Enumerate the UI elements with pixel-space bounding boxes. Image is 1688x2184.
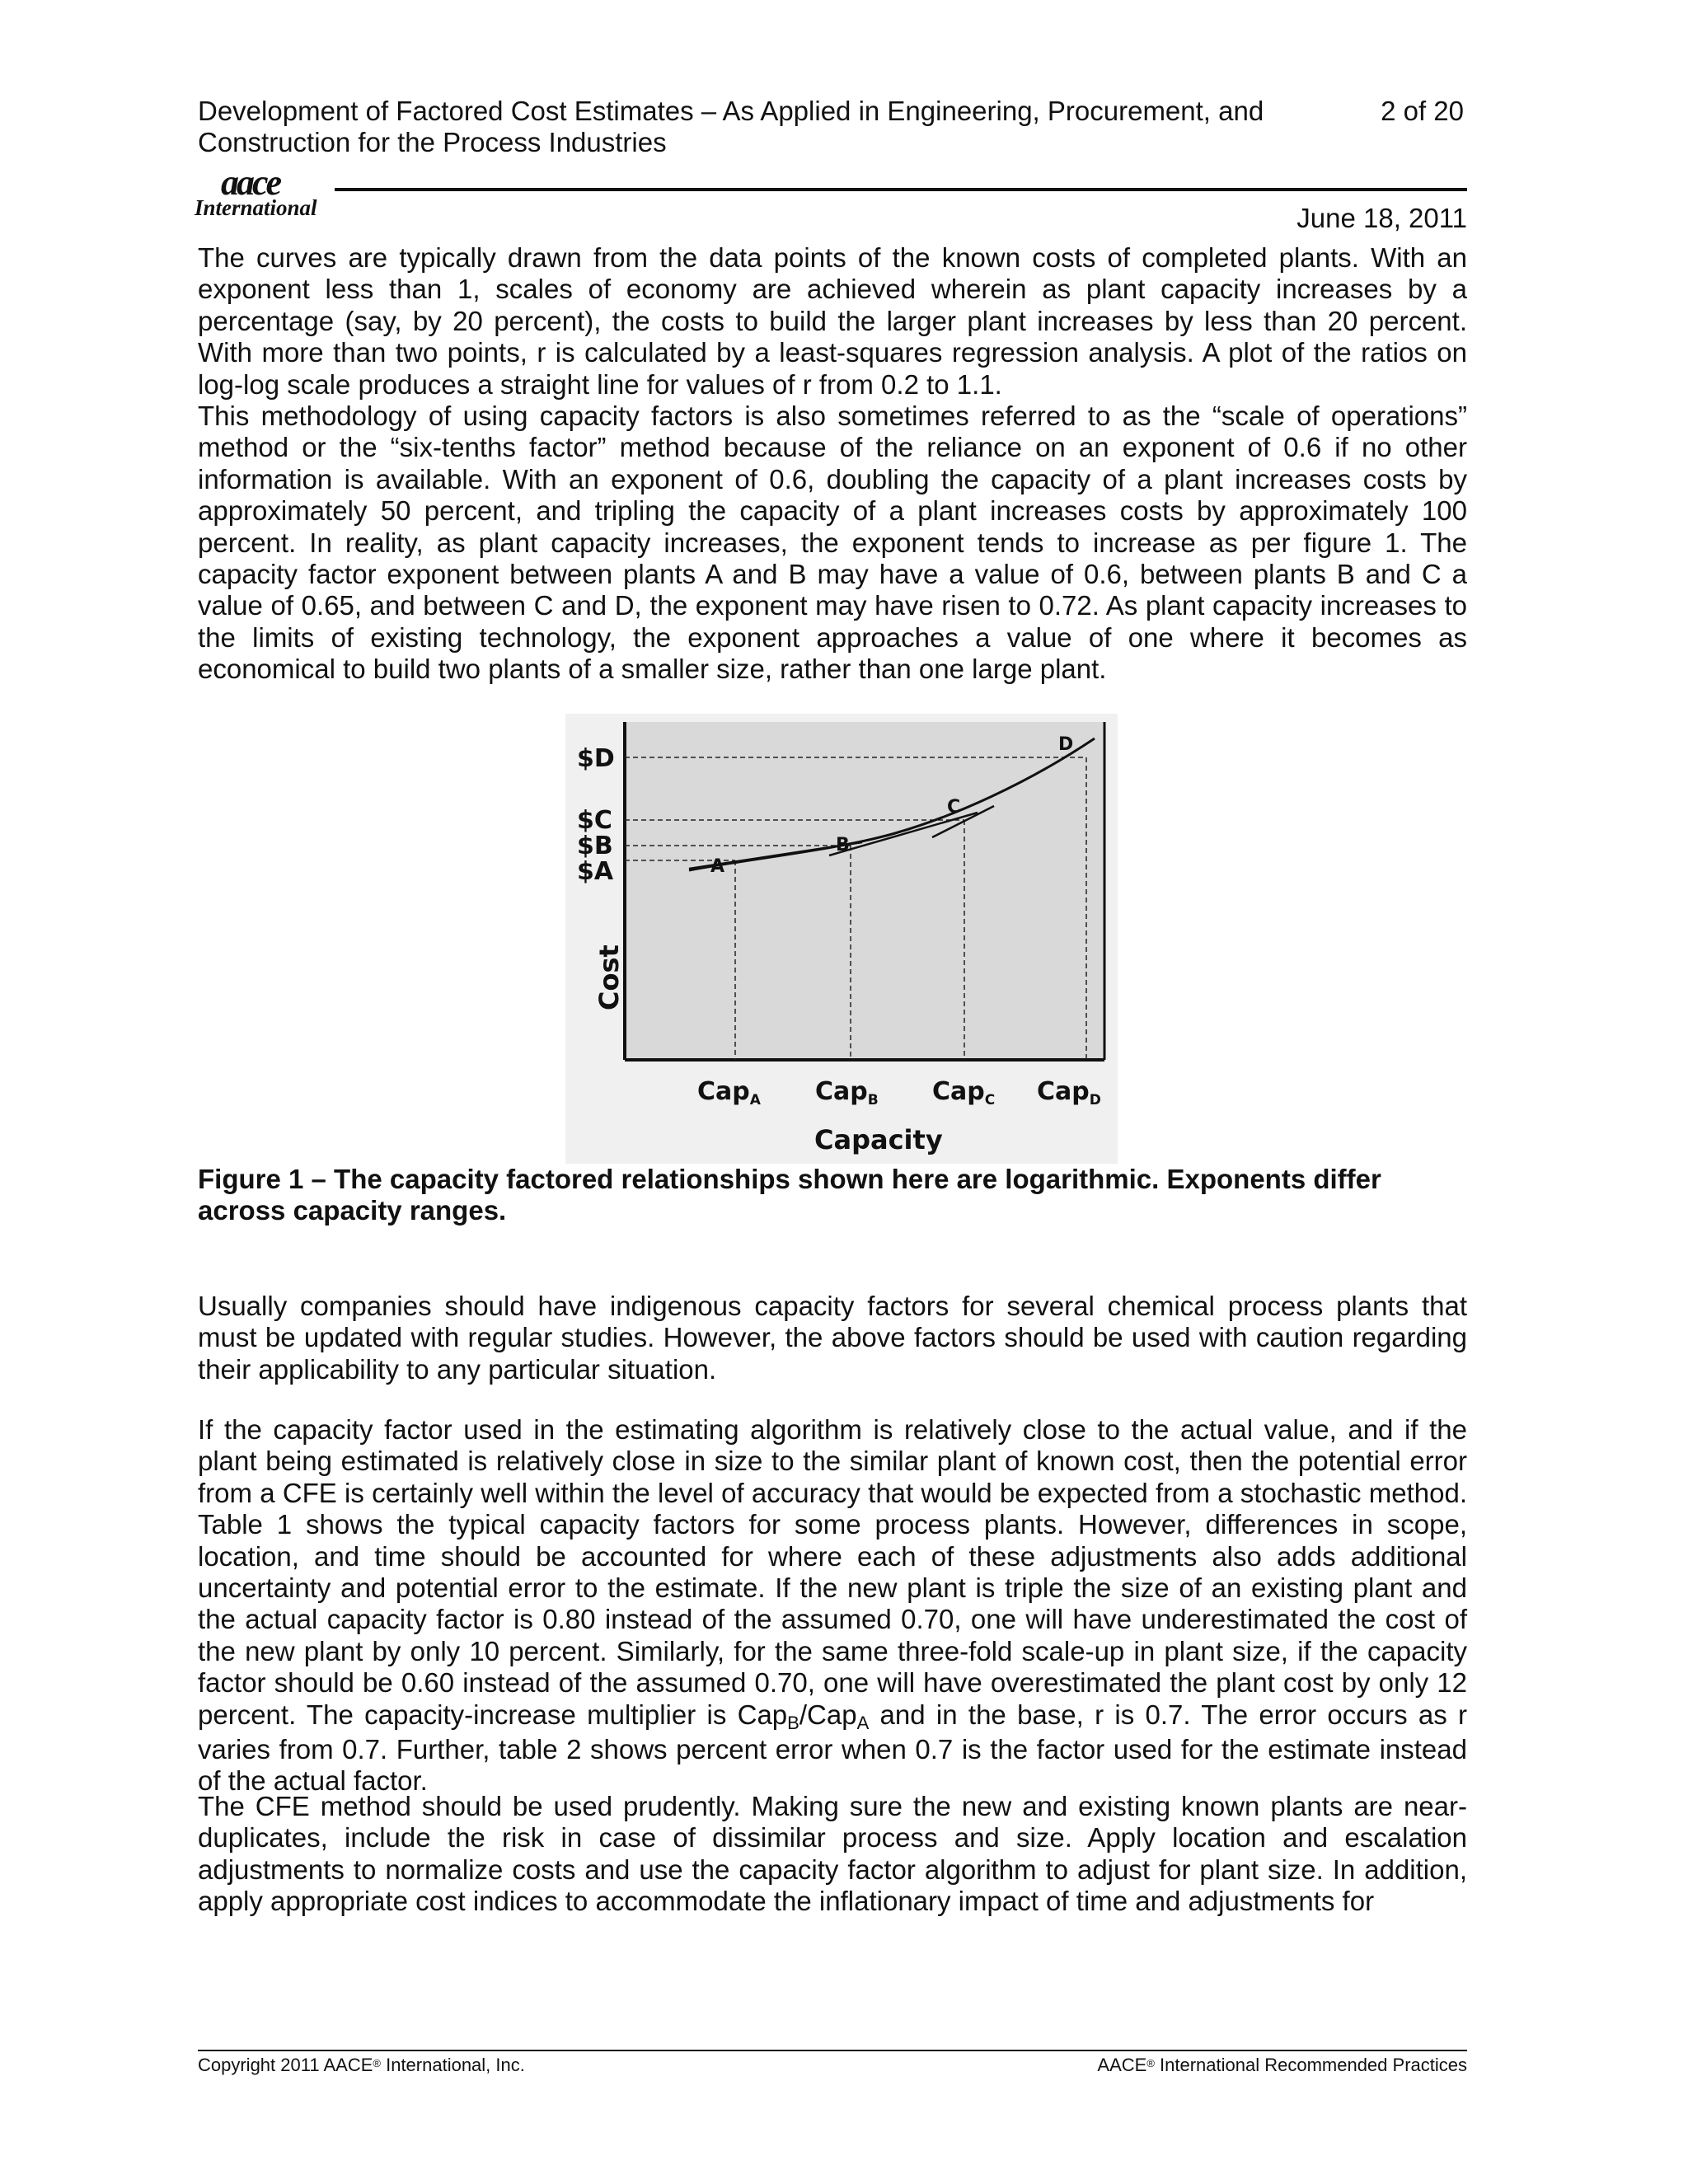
header-page-number: 2 of 20: [1381, 96, 1464, 126]
capacity-labels: [697, 1077, 1101, 1108]
cap-label-a: [697, 1077, 762, 1108]
y-axis-label: Cost: [593, 944, 625, 1010]
paragraph-accuracy-part2: and in the base, r is 0.7. The error occurs as r varies from 0.7. Further, table 2 shows percent error when 0.7 is the factor used for the estimate instead of the actual factor.: [198, 1699, 1467, 1797]
plot-area: [625, 722, 1104, 1060]
footer-series: [1097, 2055, 1467, 2076]
cap-label-a-base: Cap: [697, 1077, 750, 1106]
logo-wordmark: aace: [221, 162, 280, 203]
body-section-top: [198, 242, 1467, 686]
cap-label-d-sub: D: [1089, 1092, 1101, 1108]
paragraph-methodology: This methodology of using capacity factors is also sometimes referred to as the “scale of operations” method or the “six-tenths factor” method because of the reliance on an exponent of 0.6 if no other information is available. With an exponent of 0.6, doubling the capacity of a plant increases costs by approximately 50 percent, and tripling the capacity of a plant increases costs by approximately 100 percent. In reality, as plant capacity increases, the exponent tends to increase as per figure 1. The capacity factor exponent between plants A and B may have a value of 0.6, between plants B and C a value of 0.65, and between C and D, the exponent may have risen to 0.72. As plant capacity increases to the limits of existing technology, the exponent approaches a value of one where it becomes as economical to build two plants of a smaller size, rather than one large plant.: [198, 401, 1467, 685]
paragraph-indigenous: [198, 1291, 1467, 1385]
point-label-b: B: [836, 835, 850, 855]
logo-subtitle: International: [195, 195, 317, 220]
paragraph-prudent: [198, 1791, 1467, 1918]
cost-label-a: $A: [577, 857, 614, 886]
footer-copyright-a: Copyright 2011 AACE: [198, 2055, 373, 2075]
footer-copyright-b: International, Inc.: [380, 2055, 525, 2075]
cap-label-b-sub: B: [867, 1092, 879, 1108]
cap-label-b-base: Cap: [815, 1077, 868, 1106]
cap-label-a-sub: A: [749, 1092, 761, 1108]
paragraph-accuracy: [198, 1414, 1467, 1797]
paragraph-accuracy-text: [198, 1414, 1467, 1797]
header-title: Development of Factored Cost Estimates – As Applied in Engineering, Procurement, and Construction for the Process Industries: [198, 96, 1264, 157]
header-date: June 18, 2011: [1296, 203, 1467, 233]
point-label-d: D: [1058, 734, 1074, 755]
cost-label-b: $B: [577, 832, 613, 860]
cost-label-d: $D: [577, 744, 615, 773]
footer-series-a: AACE: [1097, 2055, 1147, 2075]
paragraph-accuracy-slash: /Cap: [799, 1699, 857, 1730]
cost-label-c: $C: [577, 806, 612, 835]
footer-series-registered-mark: ®: [1146, 2057, 1155, 2069]
point-label-c: C: [947, 797, 961, 818]
cap-label-b: [815, 1077, 879, 1108]
paragraph-curves: The curves are typically drawn from the data points of the known costs of completed plants. With an exponent less than 1, scales of economy are achieved wherein as plant capacity increases by a percentage (say, by 20 percent), the costs to build the larger plant increases by less than 20 percent. With more than two points, r is calculated by a least-squares regression analysis. A plot of the ratios on log-log scale produces a straight line for values of r from 0.2 to 1.1.: [198, 242, 1467, 400]
paragraph-indigenous-text: Usually companies should have indigenous capacity factors for several chemical process plants that must be updated with regular studies. However, the above factors should be used with caution regarding their applicability to any particular situation.: [198, 1291, 1467, 1385]
cap-label-c: [932, 1077, 995, 1108]
cap-label-d-base: Cap: [1037, 1077, 1090, 1106]
figure-1: [565, 714, 1118, 1164]
cost-labels: [577, 744, 615, 886]
figure-caption: Figure 1 – The capacity factored relationships shown here are logarithmic. Exponents differ across capacity ranges.: [198, 1164, 1381, 1226]
cap-label-d: [1037, 1077, 1101, 1108]
aace-logo: [195, 162, 335, 221]
footer-registered-mark: ®: [373, 2057, 381, 2069]
paragraph-prudent-text: The CFE method should be used prudently. Making sure the new and existing known plants are near-duplicates, include the risk in case of dissimilar process and size. Apply location and escalation adjustments to normalize costs and use the capacity factor algorithm to adjust for plant size. In addition, apply appropriate cost indices to accommodate the inflationary impact of time and adjustments for: [198, 1791, 1467, 1917]
footer-series-b: International Recommended Practices: [1154, 2055, 1467, 2075]
x-axis-label: Capacity: [814, 1124, 943, 1155]
paragraph-accuracy-part1: If the capacity factor used in the estimating algorithm is relatively close to the actual value, and if the plant being estimated is relatively close in size to the similar plant of known cost, then the potential error from a CFE is certainly well within the level of accuracy that would be expected from a stochastic method. Table 1 shows the typical capacity factors for some process plants. However, differences in scope, location, and time should be accounted for where each of these adjustments also adds additional uncertainty and potential error to the estimate. If the new plant is triple the size of an existing plant and the actual capacity factor is 0.80 instead of the assumed 0.70, one will have underestimated the cost of the new plant by only 10 percent. Similarly, for the same three-fold scale-up in plant size, if the capacity factor should be 0.60 instead of the assumed 0.70, one will have overestimated the plant cost by only 12 percent. The capacity-increase multiplier is Cap: [198, 1414, 1467, 1730]
footer-rule: [198, 2050, 1467, 2051]
footer-copyright: [198, 2055, 525, 2076]
header-rule: [335, 188, 1467, 191]
cap-subscript-b: B: [787, 1712, 799, 1733]
cap-label-c-sub: C: [984, 1092, 996, 1108]
cap-label-c-base: Cap: [932, 1077, 985, 1106]
cap-subscript-a: A: [856, 1712, 870, 1733]
point-label-a: A: [710, 856, 725, 877]
